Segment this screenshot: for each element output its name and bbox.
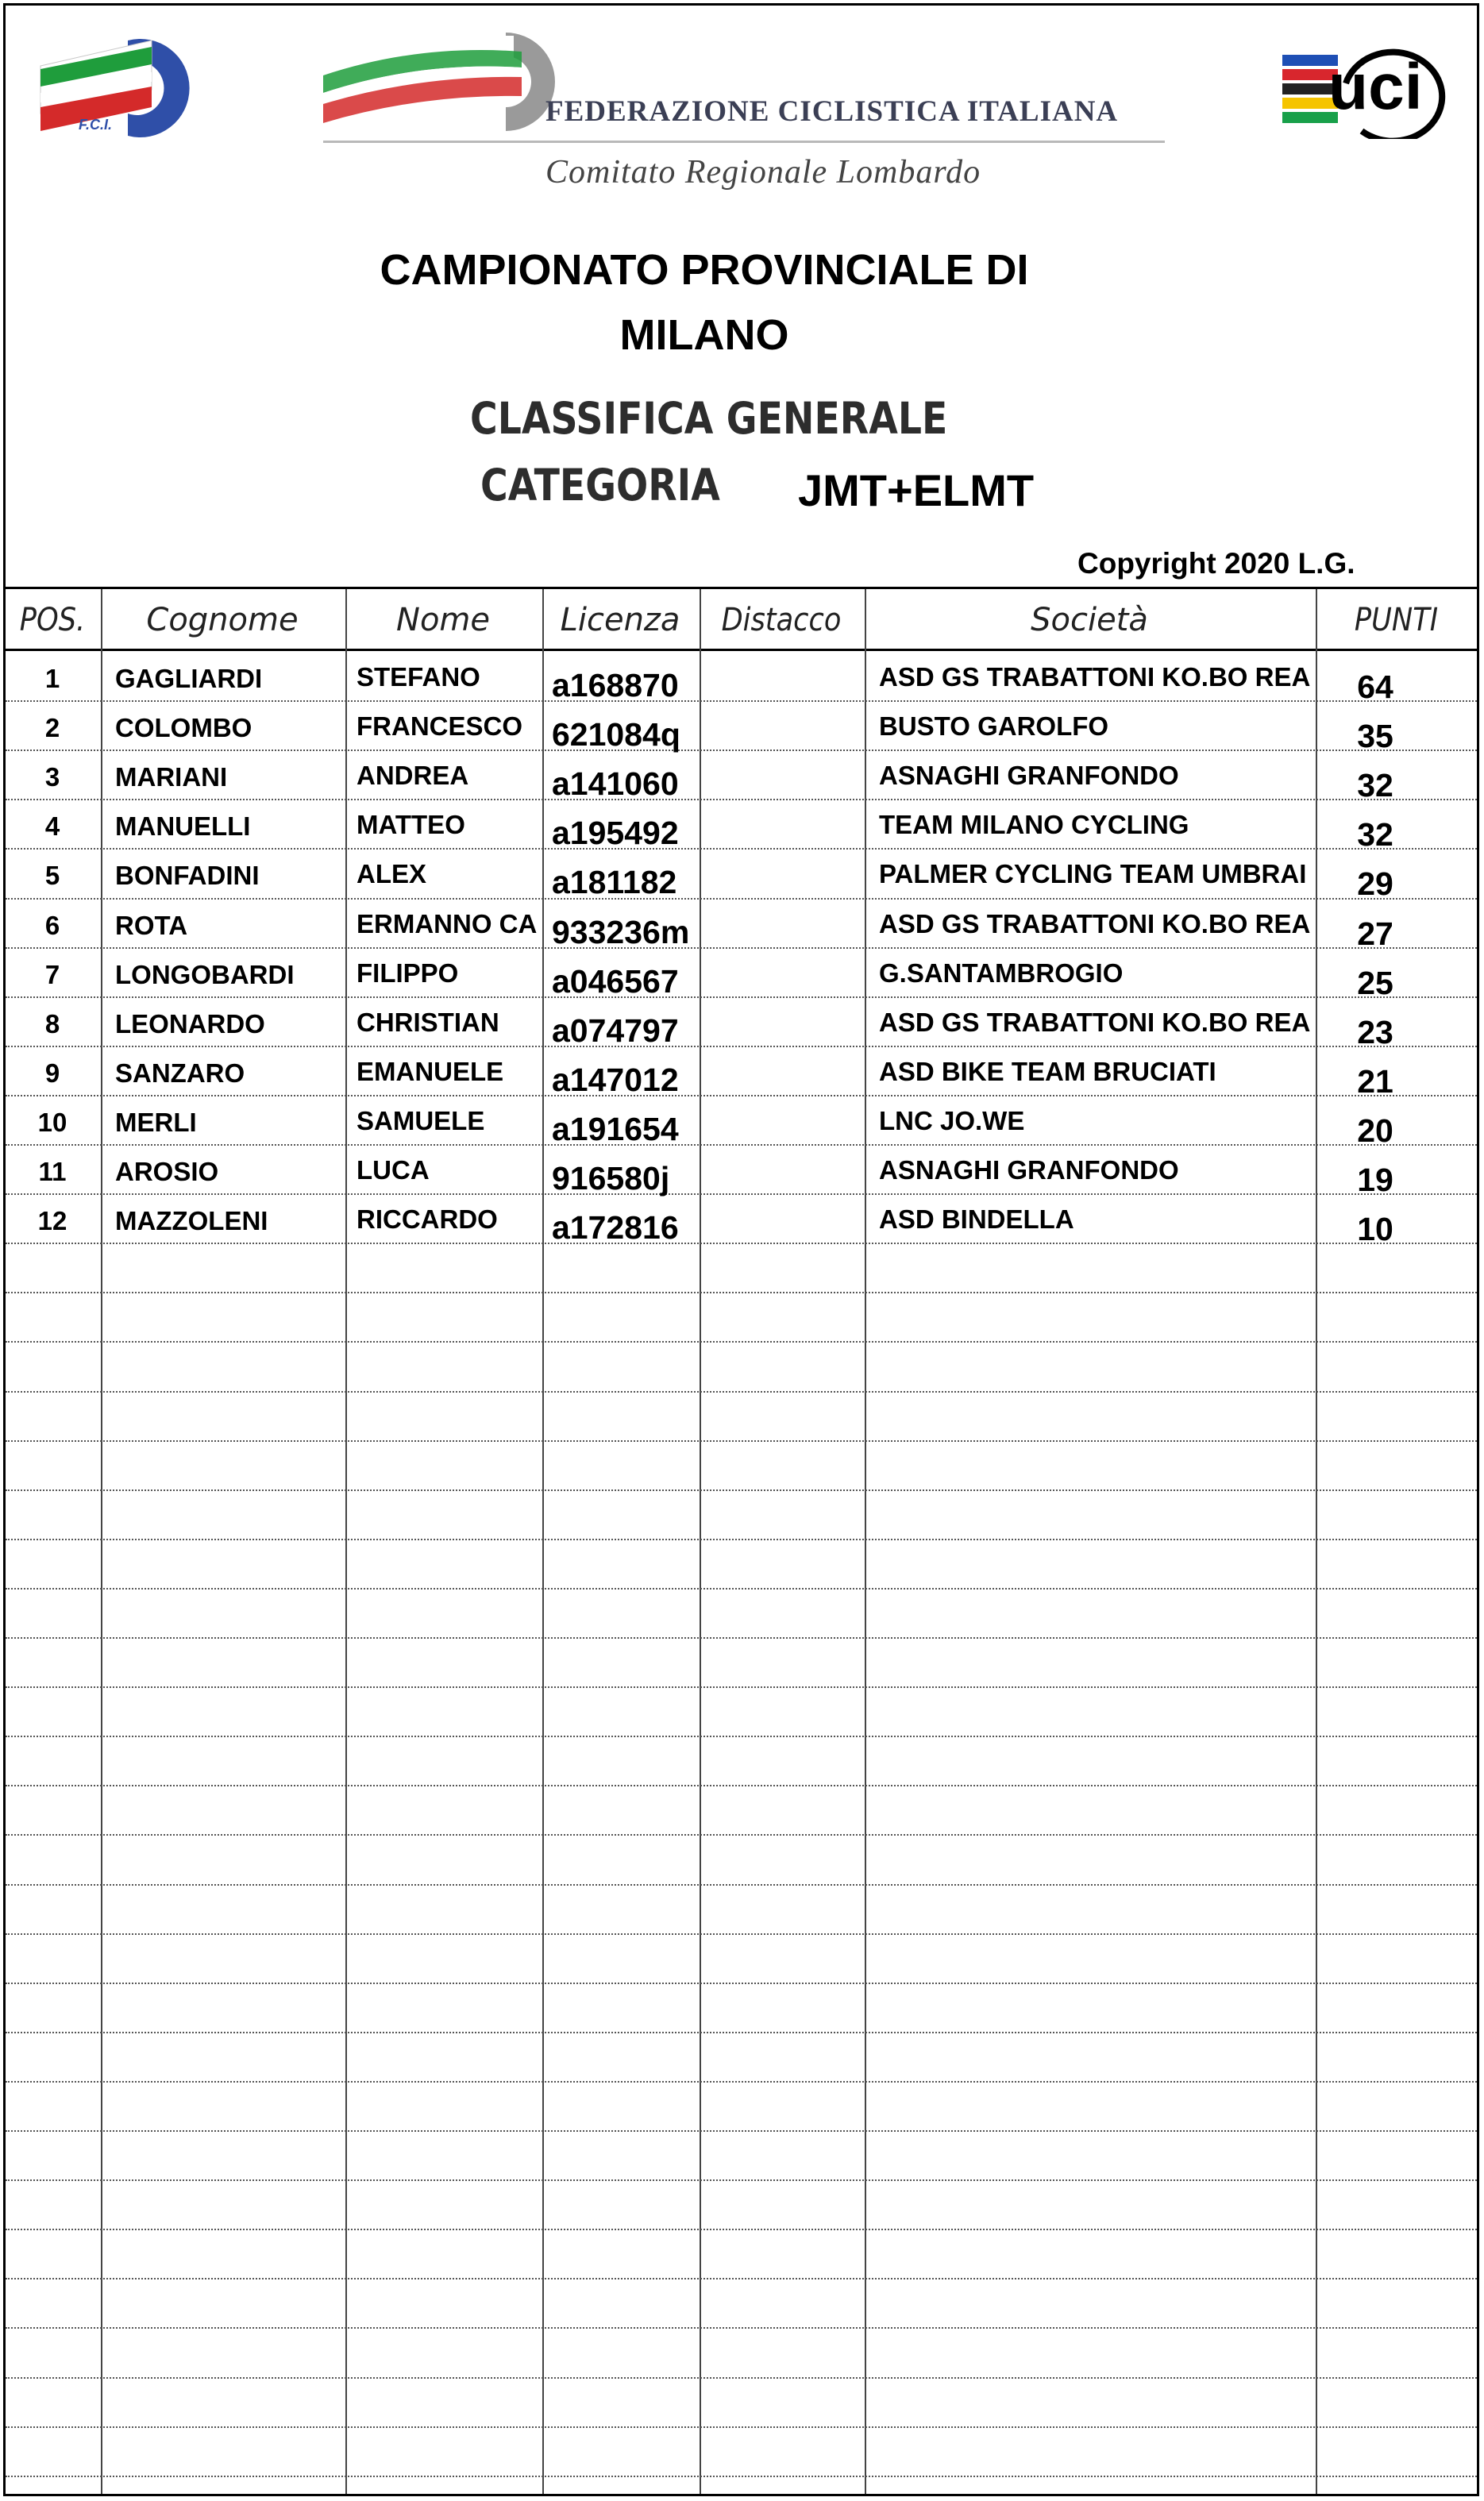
- cell-cognome: AROSIO: [115, 1157, 219, 1186]
- cell-cognome: COLOMBO: [115, 713, 252, 742]
- column-header-societa: Società: [1031, 602, 1148, 638]
- table-row: [6, 1095, 1477, 1149]
- row-divider: [6, 1489, 1477, 1491]
- cell-pos: 9: [44, 1058, 60, 1088]
- cell-licenza: 621084q: [552, 716, 680, 753]
- column-header-punti: PUNTI: [1354, 602, 1439, 638]
- row-divider: [6, 1686, 1477, 1688]
- cell-licenza: a172816: [552, 1209, 679, 1246]
- table-top-border: [6, 587, 1477, 589]
- row-divider: [6, 2081, 1477, 2083]
- cell-punti: 10: [1357, 1211, 1393, 1247]
- category-value: JMT+ELMT: [798, 465, 1035, 515]
- cell-pos: 3: [44, 762, 60, 792]
- cell-licenza: a046567: [552, 963, 679, 1000]
- row-divider: [6, 1933, 1477, 1935]
- cell-societa: ASD BINDELLA: [879, 1204, 1074, 1234]
- cell-nome: CHRISTIAN: [357, 1008, 499, 1037]
- column-header-cognome: Cognome: [146, 602, 299, 638]
- cell-cognome: GAGLIARDI: [115, 664, 263, 693]
- cell-cognome: LONGOBARDI: [115, 960, 295, 989]
- federation-subtitle: Comitato Regionale Lombardo: [545, 154, 981, 191]
- cell-pos: 10: [37, 1108, 67, 1137]
- table-row: [6, 799, 1477, 853]
- table-row: [6, 700, 1477, 754]
- cell-societa: ASNAGHI GRANFONDO: [879, 761, 1179, 790]
- cell-societa: ASNAGHI GRANFONDO: [879, 1155, 1179, 1185]
- cell-licenza: a141060: [552, 765, 679, 802]
- cell-pos: 6: [44, 911, 60, 940]
- cell-punti: 20: [1357, 1112, 1393, 1149]
- row-divider: [6, 2130, 1477, 2132]
- cell-pos: 11: [38, 1157, 67, 1186]
- cell-societa: LNC JO.WE: [879, 1106, 1025, 1135]
- cell-punti: 21: [1357, 1063, 1393, 1100]
- cell-nome: LUCA: [357, 1155, 430, 1185]
- cell-punti: 64: [1357, 669, 1393, 705]
- cell-punti: 23: [1357, 1014, 1393, 1050]
- row-divider: [6, 1292, 1477, 1293]
- table-row: [6, 750, 1477, 803]
- cell-societa: PALMER CYCLING TEAM UMBRAI: [879, 859, 1307, 888]
- cell-cognome: MANUELLI: [115, 811, 251, 841]
- cell-licenza: a147012: [552, 1062, 679, 1098]
- cell-pos: 1: [44, 664, 60, 693]
- cell-cognome: LEONARDO: [115, 1009, 265, 1039]
- table-row: [6, 947, 1477, 1001]
- cell-punti: 35: [1357, 718, 1393, 754]
- cell-cognome: MAZZOLENI: [115, 1206, 268, 1235]
- uci-logo-text: uci: [1328, 51, 1423, 123]
- cell-nome: MATTEO: [357, 810, 465, 839]
- copyright-note: Copyright 2020 L.G.: [1077, 547, 1355, 580]
- table-row: [6, 1144, 1477, 1198]
- cell-licenza: 916580j: [552, 1160, 670, 1197]
- row-divider: [6, 2278, 1477, 2279]
- cell-pos: 5: [44, 861, 60, 890]
- cell-pos: 8: [44, 1009, 60, 1039]
- cell-cognome: SANZARO: [115, 1058, 245, 1088]
- cell-nome: SAMUELE: [357, 1106, 485, 1135]
- cell-punti: 27: [1357, 915, 1393, 952]
- cell-punti: 19: [1357, 1162, 1393, 1198]
- row-divider: [6, 1736, 1477, 1737]
- cell-pos: 4: [44, 811, 60, 841]
- classification-title: CLASSIFICA GENERALE: [470, 393, 948, 444]
- row-divider: [6, 2476, 1477, 2477]
- uci-logo: [1274, 36, 1465, 139]
- row-divider: [6, 1785, 1477, 1786]
- cell-licenza: a181182: [552, 864, 677, 900]
- row-divider: [6, 1637, 1477, 1639]
- row-divider: [6, 1341, 1477, 1343]
- cell-punti: 32: [1357, 767, 1393, 803]
- cell-nome: FRANCESCO: [357, 711, 523, 741]
- cell-nome: RICCARDO: [357, 1204, 498, 1234]
- cell-societa: ASD BIKE TEAM BRUCIATI: [879, 1057, 1216, 1086]
- cell-societa: BUSTO GAROLFO: [879, 711, 1109, 741]
- cell-licenza: a191654: [552, 1111, 679, 1147]
- column-header-distacco: Distacco: [721, 602, 842, 638]
- cell-punti: 32: [1357, 816, 1393, 853]
- row-divider: [6, 2179, 1477, 2181]
- column-header-nome: Nome: [396, 602, 490, 638]
- table-row: [6, 1046, 1477, 1100]
- column-header-pos: POS.: [19, 602, 86, 638]
- row-divider: [6, 1884, 1477, 1886]
- cell-licenza: a074797: [552, 1012, 679, 1049]
- row-divider: [6, 2327, 1477, 2329]
- cell-nome: ANDREA: [357, 761, 469, 790]
- cell-licenza: a195492: [552, 815, 679, 851]
- cell-punti: 29: [1357, 865, 1393, 902]
- cell-societa: G.SANTAMBROGIO: [879, 958, 1124, 988]
- table-row: [6, 651, 1477, 705]
- row-divider: [6, 2426, 1477, 2428]
- cell-punti: 25: [1357, 965, 1393, 1001]
- cell-nome: STEFANO: [357, 662, 480, 692]
- table-row: [6, 1193, 1477, 1247]
- row-divider: [6, 1391, 1477, 1393]
- column-header-licenza: Licenza: [560, 602, 680, 638]
- row-divider: [6, 2377, 1477, 2379]
- cell-cognome: MARIANI: [115, 762, 228, 792]
- cell-nome: ALEX: [357, 859, 427, 888]
- row-divider: [6, 1834, 1477, 1836]
- fci-banner-graphic: [323, 28, 561, 139]
- cell-cognome: BONFADINI: [115, 861, 260, 890]
- row-divider: [6, 1539, 1477, 1540]
- table-row: [6, 996, 1477, 1050]
- cell-pos: 12: [37, 1206, 67, 1235]
- cell-nome: FILIPPO: [357, 958, 459, 988]
- row-divider: [6, 2032, 1477, 2033]
- row-divider: [6, 1588, 1477, 1590]
- row-divider: [6, 1440, 1477, 1442]
- fci-badge-text: F.C.I.: [79, 117, 113, 133]
- row-divider: [6, 1983, 1477, 1984]
- cell-nome: ERMANNO CA: [357, 909, 538, 938]
- federation-name: FEDERAZIONE CICLISTICA ITALIANA: [545, 95, 1119, 128]
- fci-logo: [33, 34, 215, 142]
- cell-societa: ASD GS TRABATTONI KO.BO REA: [879, 909, 1311, 938]
- championship-title-line2: MILANO: [619, 311, 789, 359]
- table-row: [6, 848, 1477, 902]
- championship-title-line1: CAMPIONATO PROVINCIALE DI: [380, 246, 1029, 294]
- cell-licenza: 933236m: [552, 914, 690, 950]
- federation-divider: [323, 141, 1165, 143]
- row-divider: [6, 2229, 1477, 2230]
- table-row: [6, 898, 1477, 952]
- cell-societa: ASD GS TRABATTONI KO.BO REA: [879, 1008, 1311, 1037]
- cell-licenza: a168870: [552, 667, 679, 703]
- cell-pos: 2: [44, 713, 60, 742]
- category-label: CATEGORIA: [480, 460, 720, 511]
- row-divider: [6, 1243, 1477, 1244]
- cell-societa: TEAM MILANO CYCLING: [879, 810, 1189, 839]
- cell-cognome: ROTA: [115, 911, 188, 940]
- cell-nome: EMANUELE: [357, 1057, 504, 1086]
- results-sheet: [3, 3, 1479, 2496]
- cell-cognome: MERLI: [115, 1108, 197, 1137]
- cell-societa: ASD GS TRABATTONI KO.BO REA: [879, 662, 1311, 692]
- cell-pos: 7: [44, 960, 60, 989]
